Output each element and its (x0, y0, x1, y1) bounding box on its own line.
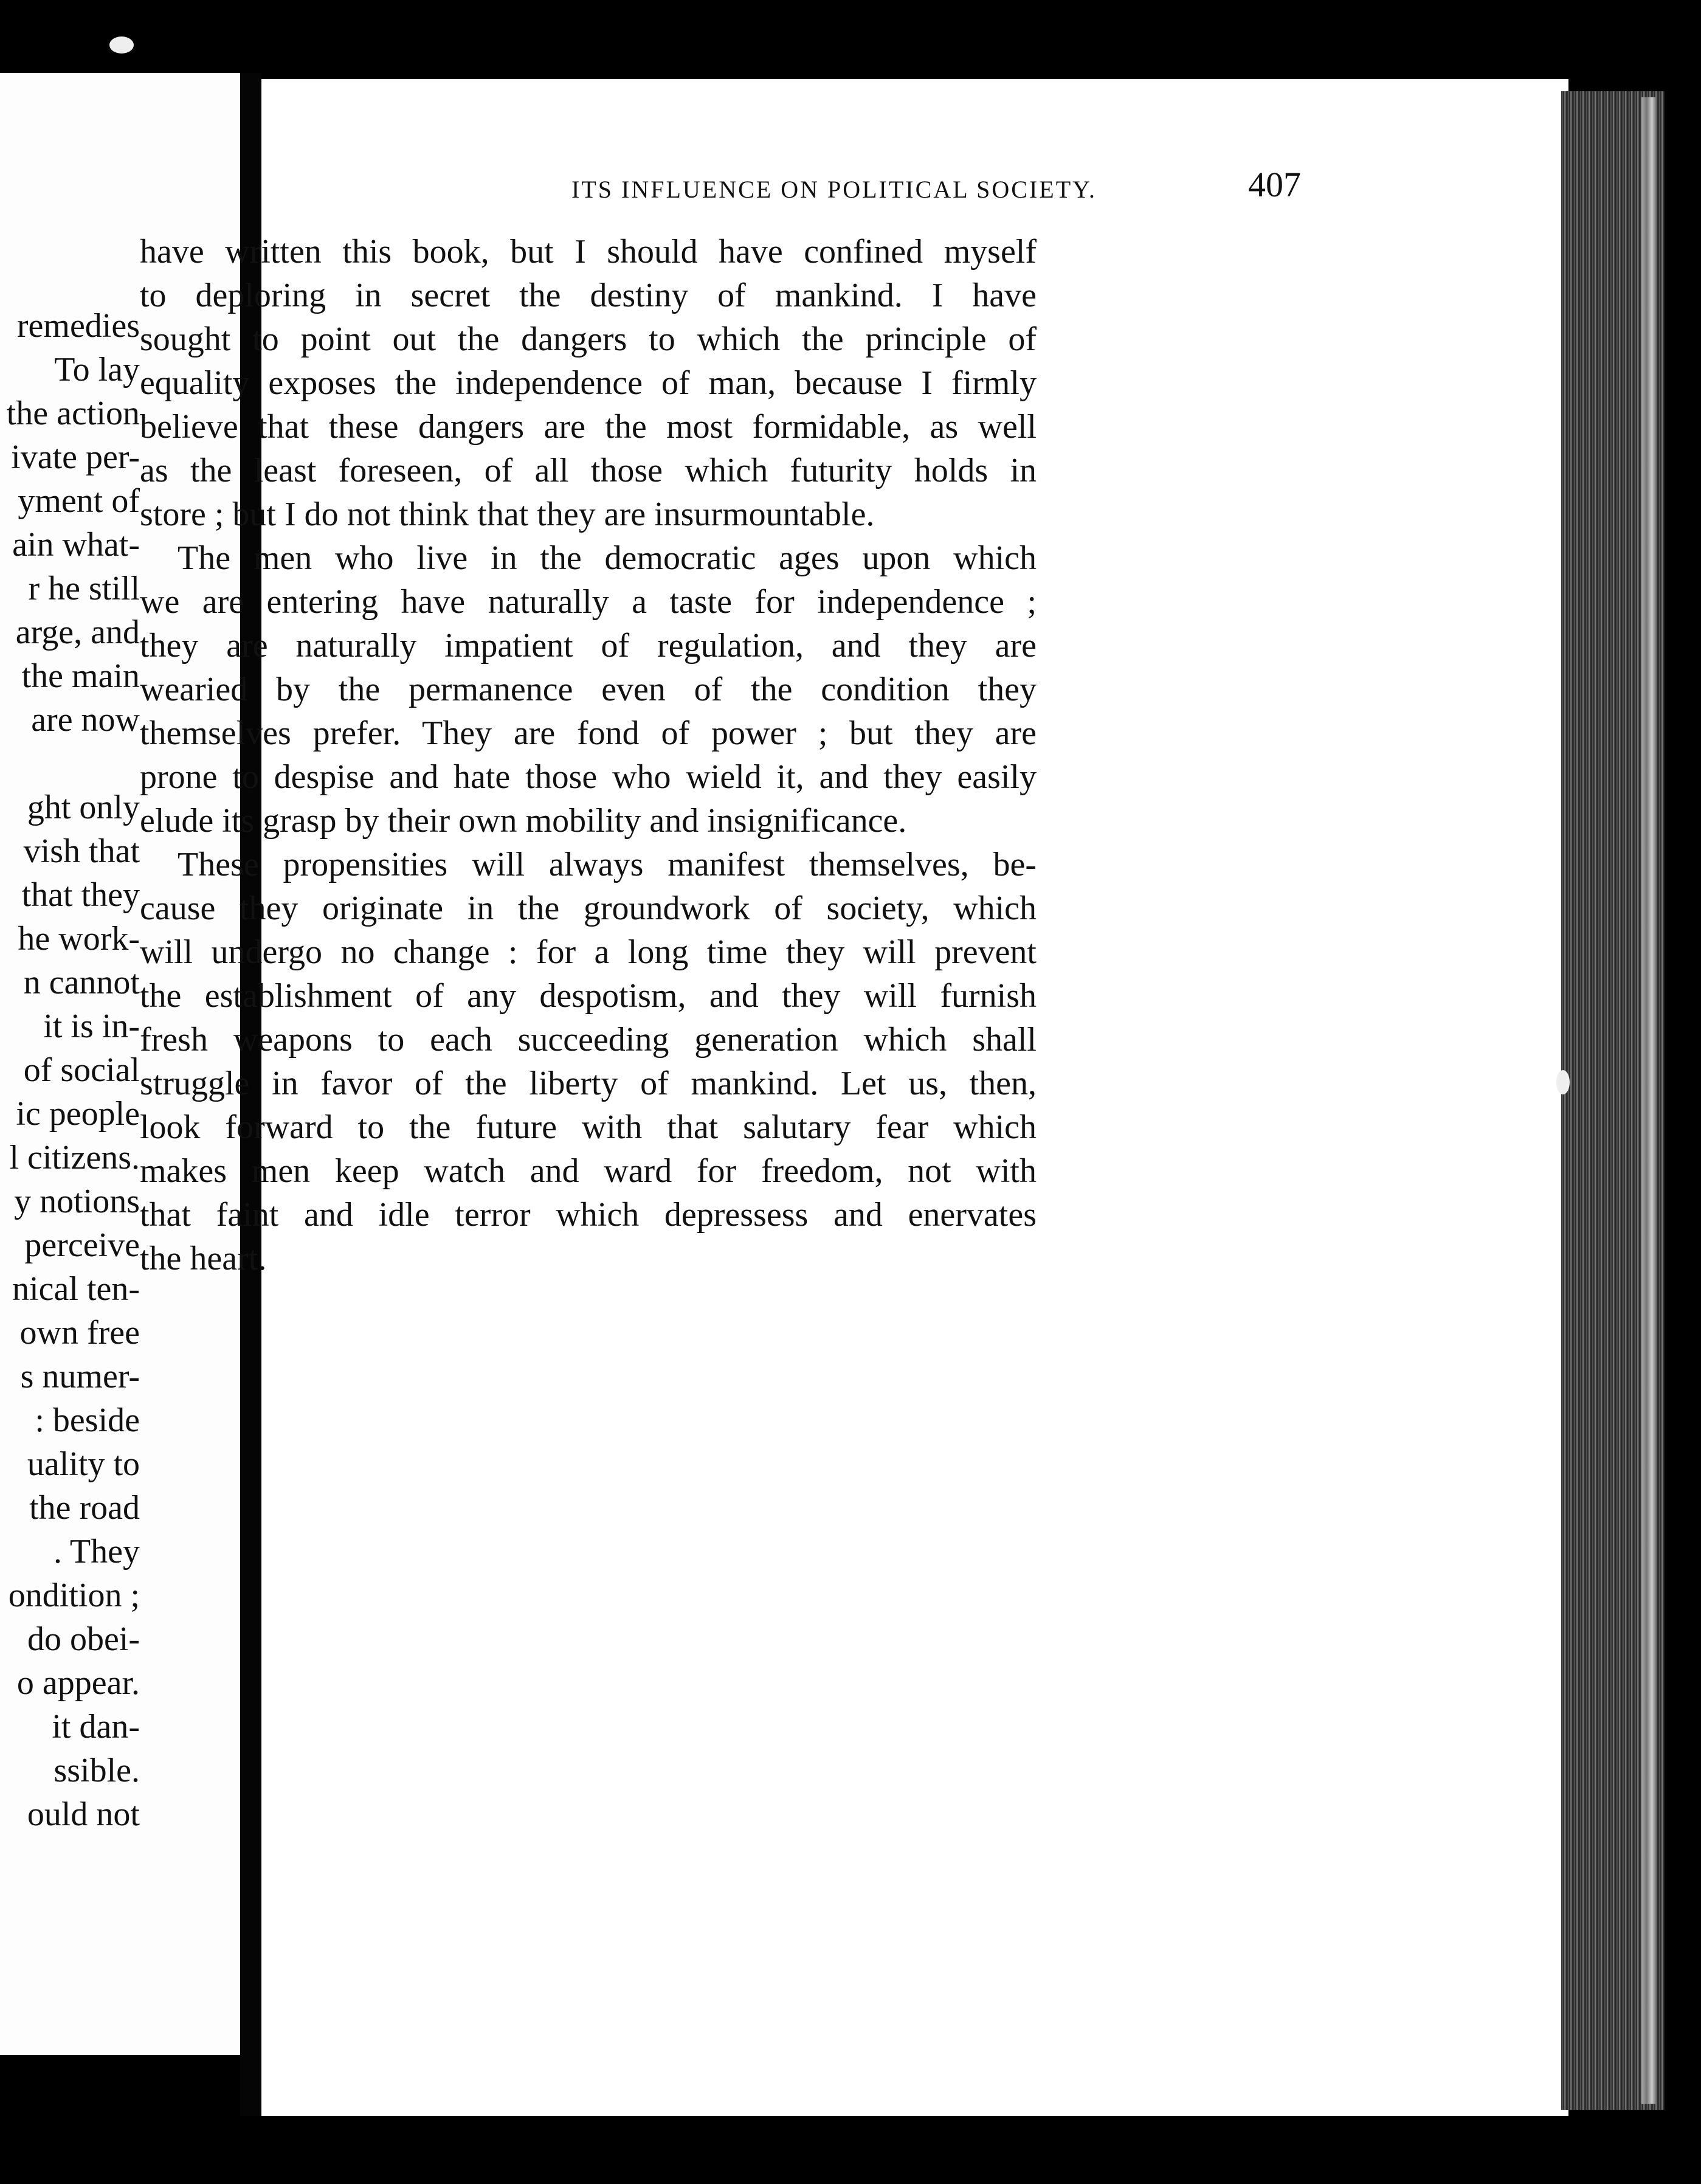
text-line: store ; but I do not think that they are insurmountable. (140, 496, 875, 533)
page-number: 407 (1248, 165, 1301, 204)
left-page-line: ght only (27, 789, 140, 826)
left-page-line: perceive (24, 1226, 140, 1264)
body-text (140, 230, 1037, 1280)
text-line: prone to despise and hate those who wield it, and they easily (140, 758, 1037, 796)
left-page-line: nical ten- (12, 1270, 140, 1308)
scan-speck (1556, 1070, 1570, 1094)
text-line: These propensities will always manifest themselves, be- (178, 846, 1037, 883)
left-page-line: he work- (18, 920, 140, 958)
text-line: they are naturally impatient of regulation, and they are (140, 627, 1037, 665)
left-page-line: ondition ; (8, 1577, 140, 1614)
left-page-line: the road (29, 1489, 140, 1527)
scan-speck (109, 36, 134, 54)
left-page-line: own free (19, 1314, 140, 1352)
text-line: sought to point out the dangers to which the principle of (140, 320, 1037, 358)
left-page-line: ic people (16, 1095, 140, 1133)
text-line: to deploring in secret the destiny of mankind. I have (140, 277, 1037, 314)
left-page-line: r he still (28, 570, 140, 607)
text-line: fresh weapons to each succeeding generation which shall (140, 1021, 1037, 1059)
text-line: that faint and idle terror which depressess and enervates (140, 1196, 1037, 1234)
left-page-line: : beside (35, 1401, 140, 1439)
left-page-line: that they (21, 876, 140, 914)
left-page-line: remedies (16, 307, 140, 345)
left-page-line: ssible. (53, 1752, 140, 1789)
left-page-line: ivate per- (11, 438, 140, 476)
left-page-line: o appear. (16, 1664, 140, 1702)
left-page-line: uality to (27, 1445, 140, 1483)
running-title: ITS INFLUENCE ON POLITICAL SOCIETY. (571, 176, 1097, 203)
text-line: look forward to the future with that salutary fear which (140, 1108, 1037, 1146)
left-page-line: do obei- (27, 1620, 140, 1658)
book-edge-highlight (1641, 97, 1657, 2104)
left-page-line: it is in- (43, 1007, 140, 1045)
text-line: we are entering have naturally a taste for independence ; (140, 583, 1037, 621)
text-line: believe that these dangers are the most formidable, as well (140, 408, 1037, 446)
left-page-line: arge, and (15, 613, 140, 651)
text-line: cause they originate in the groundwork of society, which (140, 890, 1037, 927)
left-page-line: . They (53, 1533, 140, 1571)
text-line: The men who live in the democratic ages upon which (178, 539, 1037, 577)
text-line: themselves prefer. They are fond of power ; but they are (140, 714, 1037, 752)
left-page-line: are now (31, 701, 140, 739)
text-line: will undergo no change : for a long time they will prevent (140, 933, 1037, 971)
text-line: the heart. (140, 1240, 267, 1277)
left-page-line: the action (6, 395, 140, 432)
text-line: have written this book, but I should have confined myself (140, 233, 1037, 271)
text-line: as the least foreseen, of all those which futurity holds in (140, 452, 1037, 489)
left-page-line: yment of (18, 482, 140, 520)
left-page-line: ain what- (12, 526, 140, 564)
text-line: wearied by the permanence even of the condition they (140, 671, 1037, 708)
left-page-line: ould not (27, 1795, 140, 1833)
left-page-line: the main (21, 657, 140, 695)
text-line: the establishment of any despotism, and they will furnish (140, 977, 1037, 1015)
text-line: makes men keep watch and ward for freedom, not with (140, 1152, 1037, 1190)
text-line: struggle in favor of the liberty of mankind. Let us, then, (140, 1065, 1037, 1102)
left-page-line: l citizens. (9, 1139, 140, 1177)
left-page-line: y notions (14, 1183, 140, 1220)
left-page-line: n cannot (23, 964, 140, 1001)
text-line: elude its grasp by their own mobility and insignificance. (140, 802, 907, 840)
text-line: equality exposes the independence of man, because I firmly (140, 364, 1037, 402)
left-page-line: of social (23, 1051, 140, 1089)
left-page-line: it dan- (52, 1708, 140, 1746)
left-page-line: vish that (23, 832, 140, 870)
left-page-line: To lay (54, 351, 140, 389)
left-page-line: s numer- (20, 1358, 140, 1395)
running-head (310, 164, 1301, 219)
